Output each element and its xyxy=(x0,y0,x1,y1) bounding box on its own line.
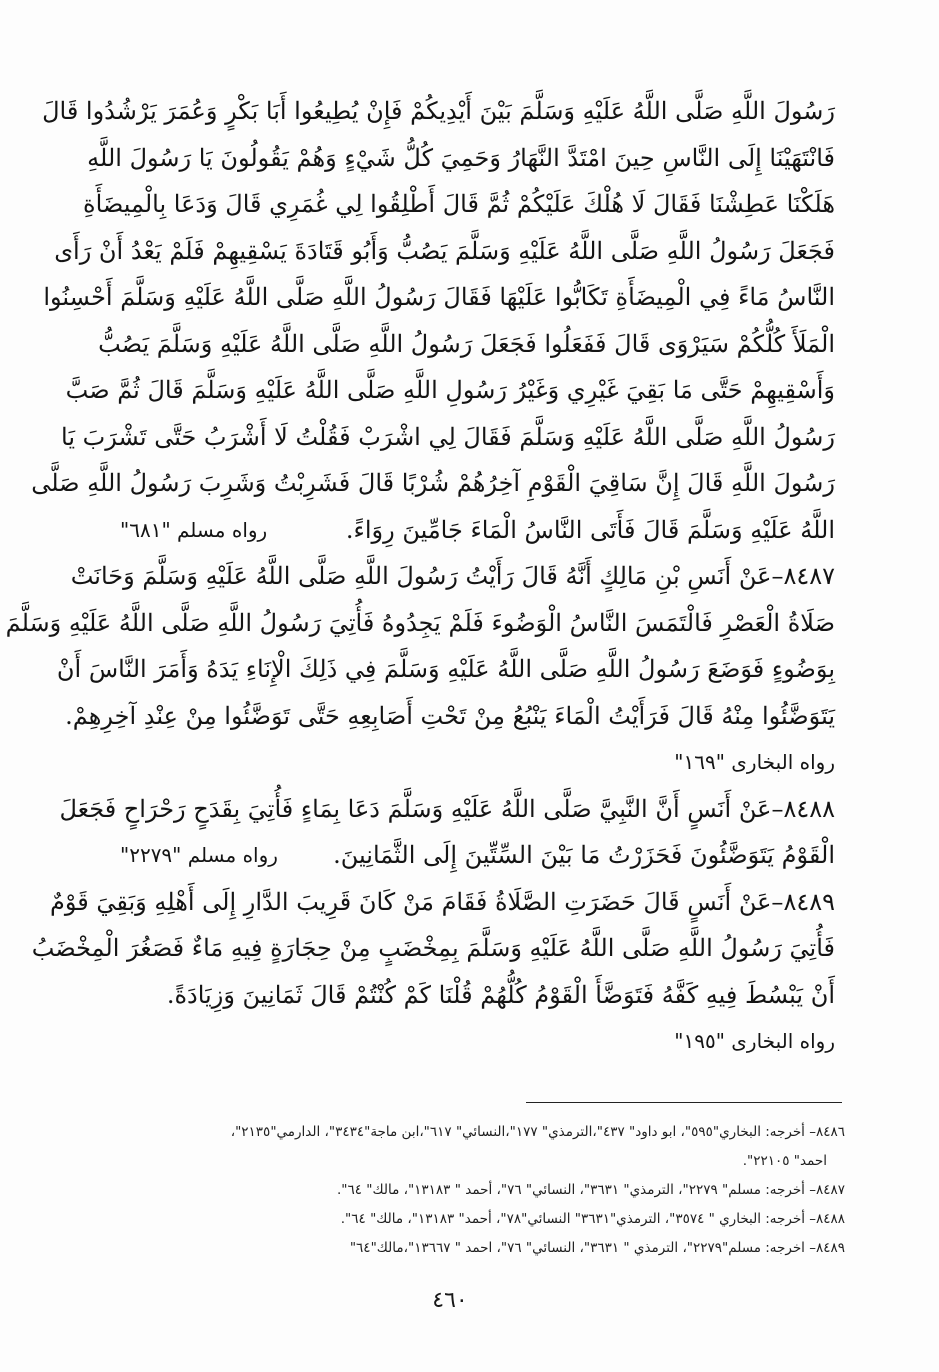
text-line: فَجَعَلَ رَسُولُ اللَّهِ صَلَّى اللَّهُ عَلَيْهِ وَسَلَّمَ يَصُبُّ وَأَبُو قَتَادَةَ يَسْقِيهِمْ فَلَمْ يَعْدُ أَنْ رَأَى xyxy=(54,236,835,265)
source-8489: رواه البخارى "١٩٥" xyxy=(674,1029,835,1053)
footnote-8486: ٨٤٨٦– أخرجه: البخاري"٥٩٥"، ابو داود" ٤٣٧"،الترمذي" ١٧٧"،النسائي" ٦١٧"،ابن ماجة"٣٤٣٤"، الدارمي"٢١٣٥"، xyxy=(230,1124,845,1140)
hadith-8487-line: يَتَوَضَّئُوا مِنْهُ قَالَ فَرَأَيْتُ الْمَاءَ يَنْبُعُ مِنْ تَحْتِ أَصَابِعِهِ حَتَّى تَوَضَّئُوا مِنْ عِنْدِ آخِرِهِمْ. xyxy=(65,701,835,730)
hadith-8489-line: فَأُتِيَ رَسُولُ اللَّهِ صَلَّى اللَّهُ عَلَيْهِ وَسَلَّمَ بِمِخْضَبٍ مِنْ حِجَارَةٍ فِيهِ مَاءٌ فَصَغُرَ الْمِخْضَبُ xyxy=(31,934,835,962)
footnotes xyxy=(110,1118,845,1263)
footnote-8489: ٨٤٨٩– اخرجه: مسلم"٢٢٧٩"، الترمذي " ٣٦٣١"، النسائي" ٧٦"، احمد " ١٣٦٦٧"،مالك"٦٤" xyxy=(349,1240,845,1256)
source-8488: رواه مسلم "٢٢٧٩" xyxy=(120,843,278,867)
hadith-8486-closing-text: اللَّهُ عَلَيْهِ وَسَلَّمَ قَالَ فَأَتَى النَّاسُ الْمَاءَ جَامِّينَ رِوَاءً. xyxy=(345,515,835,544)
source-8486: رواه مسلم "٦٨١" xyxy=(120,517,268,542)
hadith-8488-line: ٨٤٨٨–عَنْ أَنَسٍ أَنَّ النَّبِيَّ صَلَّى اللَّهُ عَلَيْهِ وَسَلَّمَ دَعَا بِمَاءٍ فَأُتِيَ بِقَدَحٍ رَحْرَاحٍ فَجَعَلَ xyxy=(59,794,835,823)
hadith-8489-line: أَنْ يَبْسُطَ فِيهِ كَفَّهُ فَتَوَضَّأَ الْقَوْمُ كُلُّهُمْ قُلْنَا كَمْ كُنْتُمْ قَالَ ثَمَانِينَ وَزِيَادَةً. xyxy=(166,980,835,1009)
hadith-8486-closing-line xyxy=(100,507,835,554)
hadith-8488-closing-text: الْقَوْمُ يَتَوَضَّئُونَ فَحَزَرْتُ مَا بَيْنَ السِّتِّينَ إِلَى الثَّمَانِينَ. xyxy=(333,841,835,869)
hadith-8489-line: ٨٤٨٩–عَنْ أَنَسٍ قَالَ حَضَرَتِ الصَّلَاةُ فَقَامَ مَنْ كَانَ قَرِيبَ الدَّارِ إِلَى أَهْلِهِ وَبَقِيَ قَوْمٌ xyxy=(49,887,835,916)
hadith-8487-line: صَلَاةُ الْعَصْرِ فَالْتَمَسَ النَّاسُ الْوَضُوءَ فَلَمْ يَجِدُوهُ فَأُتِيَ رَسُولُ اللَّهِ صَلَّى اللَّهُ عَلَيْهِ وَسَلَّمَ xyxy=(5,608,835,637)
page-number: ٤٦٠ xyxy=(432,1288,468,1313)
hadith-8488-closing-line xyxy=(100,832,835,879)
text-line: هَلَكْنَا عَطِشْنَا فَقَالَ لَا هُلْكَ عَلَيْكُمْ ثُمَّ قَالَ أَطْلِقُوا لِي غُمَرِي قَالَ وَدَعَا بِالْمِيضَأَةِ xyxy=(83,190,835,218)
footnote-divider xyxy=(526,1102,842,1103)
hadith-text-block xyxy=(5,88,835,1065)
hadith-8487-line: بِوَضُوءٍ فَوَضَعَ رَسُولُ اللَّهِ صَلَّى اللَّهُ عَلَيْهِ وَسَلَّمَ فِي ذَلِكَ الْإِنَاءِ يَدَهُ وَأَمَرَ النَّاسَ أَنْ xyxy=(56,655,835,683)
footnote-8486-continued: احمد" ٢٢١٠٥". xyxy=(742,1153,827,1169)
footnote-8488: ٨٤٨٨– أخرجه: البخاري " ٣٥٧٤"، الترمذي"٣٦٣١" النسائي"٧٨"، أحمد" ١٣١٨٣"، مالك" ٦٤". xyxy=(340,1211,845,1227)
text-line: رَسُولُ اللَّهِ صَلَّى اللَّهُ عَلَيْهِ وَسَلَّمَ فَقَالَ لِي اشْرَبْ فَقُلْتُ لَا أَشْرَبُ حَتَّى تَشْرَبَ يَا xyxy=(61,422,835,451)
text-line: النَّاسُ مَاءً فِي الْمِيضَأَةِ تَكَابُّوا عَلَيْهَا فَقَالَ رَسُولُ اللَّهِ صَلَّى اللَّهُ عَلَيْهِ وَسَلَّمَ أَحْسِنُوا xyxy=(43,283,835,311)
text-line: رَسُولَ اللَّهِ قَالَ إِنَّ سَاقِيَ الْقَوْمِ آخِرُهُمْ شُرْبًا قَالَ فَشَرِبْتُ وَشَرِبَ رَسُولُ اللَّهِ صَلَّى xyxy=(31,469,835,497)
text-line: وَأَسْقِيهِمْ حَتَّى مَا بَقِيَ غَيْرِي وَغَيْرُ رَسُولِ اللَّهِ صَلَّى اللَّهُ عَلَيْهِ وَسَلَّمَ قَالَ ثُمَّ صَبَّ xyxy=(65,376,835,404)
text-line: الْمَلَأَ كُلُّكُمْ سَيَرْوَى قَالَ فَفَعَلُوا فَجَعَلَ رَسُولُ اللَّهِ صَلَّى اللَّهُ عَلَيْهِ وَسَلَّمَ يَصُبُّ xyxy=(98,329,835,358)
text-line: فَانْتَهَيْنَا إِلَى النَّاسِ حِينَ امْتَدَّ النَّهَارُ وَحَمِيَ كُلُّ شَيْءٍ وَهُمْ يَقُولُونَ يَا رَسُولَ اللَّهِ xyxy=(87,143,835,172)
text-line: رَسُولَ اللَّهِ صَلَّى اللَّهُ عَلَيْهِ وَسَلَّمَ بَيْنَ أَيْدِيكُمْ فَإِنْ يُطِيعُوا أَبَا بَكْرٍ وَعُمَرَ يَرْشُدُوا قَالَ xyxy=(42,97,835,125)
hadith-8487-line: ٨٤٨٧–عَنْ أَنَسِ بْنِ مَالِكٍ أَنَّهُ قَالَ رَأَيْتُ رَسُولَ اللَّهِ صَلَّى اللَّهُ عَلَيْهِ وَسَلَّمَ وَحَانَتْ xyxy=(70,562,835,590)
source-8487: رواه البخارى "١٦٩" xyxy=(674,750,835,774)
footnote-8487: ٨٤٨٧– أخرجه: مسلم" ٢٢٧٩"، الترمذي" ٣٦٣١"، النسائي" ٧٦"، أحمد " ١٣١٨٣"، مالك" ٦٤". xyxy=(336,1182,845,1198)
